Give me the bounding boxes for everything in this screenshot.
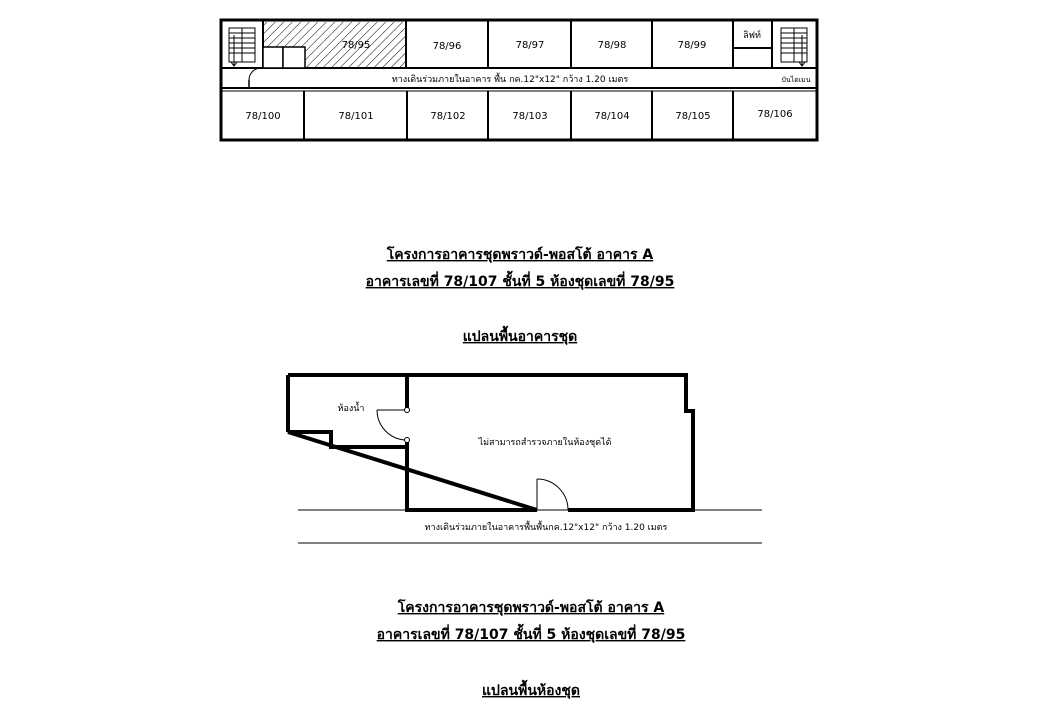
unit-corridor-label: ทางเดินร่วมภายในอาคารพื้นพื้นกค.12"x12" กว้าง 1.20 เมตร xyxy=(424,523,668,533)
unit-label-78-101: 78/101 xyxy=(338,111,374,122)
lift-label: ลิฟท์ xyxy=(743,31,761,41)
unit-floor-plan xyxy=(288,375,762,543)
unit-label-78-96: 78/96 xyxy=(432,41,462,52)
title-block-1 xyxy=(366,245,675,345)
unit-label-78-97: 78/97 xyxy=(515,40,545,51)
building-number-1: อาคารเลขที่ 78/107 ชั้นที่ 5 ห้องชุดเลขที่ 78/95 xyxy=(365,274,675,290)
title-block-2 xyxy=(377,598,686,699)
bathroom-label: ห้องน้ำ xyxy=(337,404,365,414)
building-floor-plan xyxy=(221,20,817,140)
corridor-label: ทางเดินร่วมภายในอาคาร พื้น กค.12"x12" กว้าง 1.20 เมตร xyxy=(391,75,629,85)
unit-label-78-95: 78/95 xyxy=(341,40,371,51)
entry-door-swing xyxy=(537,479,568,510)
bathroom-block xyxy=(263,47,305,68)
unit-label-78-106: 78/106 xyxy=(757,109,793,120)
section-heading-2: แปลนพื้นห้องชุด xyxy=(482,683,580,699)
unit-label-78-104: 78/104 xyxy=(594,111,630,122)
unit-label-78-103: 78/103 xyxy=(512,111,548,122)
room-note-label: ไม่สามารถสำรวจภายในห้องชุดได้ xyxy=(478,438,612,448)
unit-label-78-105: 78/105 xyxy=(675,111,711,122)
project-title-1: โครงการอาคารชุดพราวด์-พอสโต้ อาคาร A xyxy=(386,247,654,263)
left-stair xyxy=(221,28,263,68)
corridor-door-swing xyxy=(249,68,261,80)
building-number-2: อาคารเลขที่ 78/107 ชั้นที่ 5 ห้องชุดเลขที่ 78/95 xyxy=(376,627,686,643)
bathroom-door-swing xyxy=(377,410,407,440)
right-stair xyxy=(772,28,817,68)
section-heading-1: แปลนพื้นอาคารชุด xyxy=(462,329,578,345)
project-title-2: โครงการอาคารชุดพราวด์-พอสโต้ อาคาร A xyxy=(397,600,665,616)
unit-label-78-99: 78/99 xyxy=(677,40,707,51)
unit-label-78-102: 78/102 xyxy=(430,111,466,122)
unit-label-78-100: 78/100 xyxy=(245,111,281,122)
stair-label: บันไดเมน xyxy=(781,76,811,84)
unit-label-78-98: 78/98 xyxy=(597,40,627,51)
